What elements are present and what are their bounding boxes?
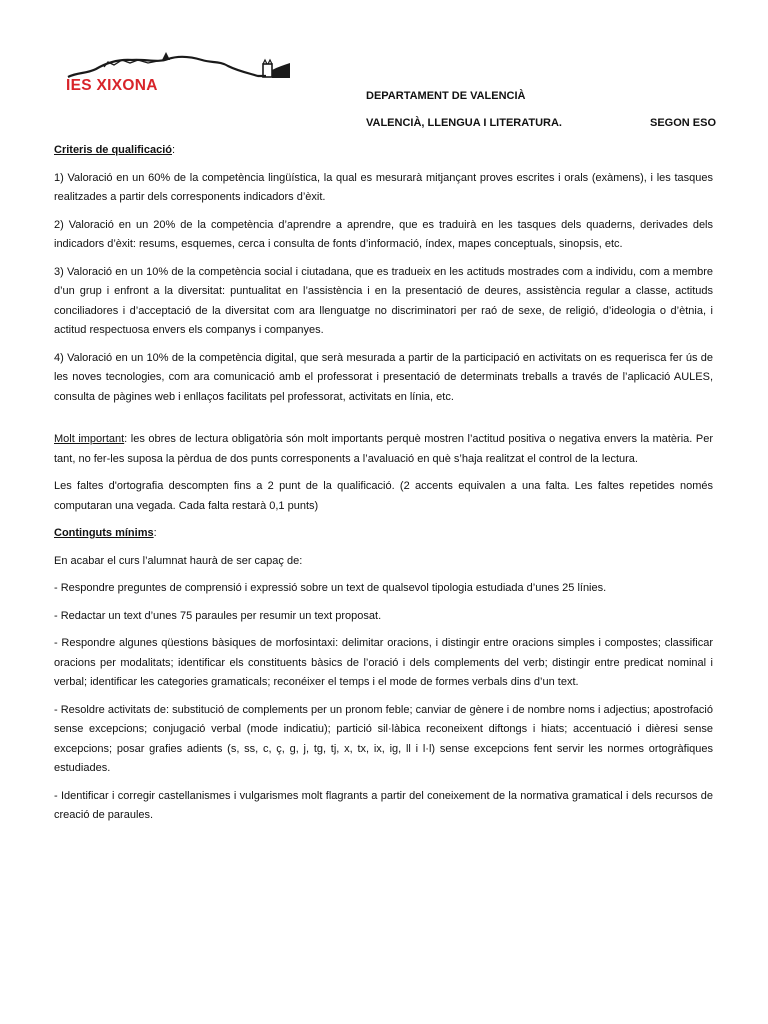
criteria-heading-text: Criteris de qualificació: [54, 144, 172, 156]
important-note: [54, 430, 713, 469]
logo-text: IES XIXONA: [66, 77, 158, 94]
minimum-item-4: - Resoldre activitats de: substitució de complements per un pronom feble; canviar de gènere i de nombre noms i adjectius; apostrofació sense excepcions; conjugació verbal (mode indicatiu); partició sil·làbica reconeixent diftongs i hiats; accentuació i dièresi sense excepcions; posar grafies adients (s, ss, c, ç, g, j, tg, tj, x, tx, ix, ig, ll i l·l) sense excepcions fent servir les normes ortogràfiques estudiades.: [54, 703, 713, 774]
important-label: Molt important: [54, 433, 125, 445]
minimum-item-2: - Redactar un text d’unes 75 paraules per resumir un text proposat.: [54, 609, 382, 622]
department-title: DEPARTAMENT DE VALENCIÀ: [366, 90, 526, 102]
minimum-item-3: - Respondre algunes qüestions bàsiques de morfosintaxi: delimitar oracions, i distingir entre oracions simples i compostes; classificar oracions per modalitats; identificar els constituents bàsics de l’oració i dels complements del verb; distingir entre predicat nominal i verbal; identificar les categories gramaticals; reconéixer el temps i el mode de formes verbals dins d’un text.: [54, 637, 713, 688]
minimum-item-1: - Respondre preguntes de comprensió i expressió sobre un text de qualsevol tipologia estudiada d’unes 25 línies.: [54, 582, 607, 594]
criteria-item-2: 2) Valoració en un 20% de la competència d’aprendre a aprendre, que es traduirà en les tasques dels quaderns, derivades dels indicadors d’èxit: resums, esquemes, cerca i consulta de fonts d’informació, índex, mapes conceptuals, sinopsis, etc.: [54, 218, 713, 250]
minimum-item-5: - Identificar i corregir castellanismes i vulgarismes molt flagrants a partir del coneixement de la normativa gramatical i dels recursos de creació de paraules.: [54, 789, 713, 821]
document-body: [54, 141, 713, 834]
minimum-intro: En acabar el curs l’alumnat haurà de ser capaç de:: [54, 554, 303, 567]
school-logo: [62, 50, 292, 94]
criteria-item-3: 3) Valoració en un 10% de la competència social i ciutadana, que es tradueix en les actituds mostrades com a individu, com a membre d’un grup i enfront a la diversitat: puntualitat en l’assistència i en la presentació de deures, assistència regular a classe, actituds conciliadores i d’acceptació de la diversitat com ara llenguatge no discriminatori per raó de sexe, de religió, d’ideologia o d’ètnia, i actitud respectuosa envers els companys i companyes.: [54, 265, 713, 336]
criteria-heading-suffix: :: [171, 144, 176, 156]
criteria-item-1: 1) Valoració en un 60% de la competència lingüística, la qual es mesurarà mitjançant proves escrites i orals (exàmens), i les tasques realitzades a partir dels corresponents indicadors d’èxit.: [54, 171, 713, 203]
subject-title: VALENCIÀ, LLENGUA I LITERATURA.: [366, 117, 562, 129]
spelling-note: Les faltes d'ortografia descompten fins a 2 punt de la qualificació. (2 accents equivalen a una falta. Les faltes repetides només computaran una vegada. Cada falta restarà 0,1 punts): [54, 480, 713, 512]
course-level: SEGON ESO: [650, 117, 717, 129]
important-text: : les obres de lectura obligatòria són molt importants perquè mostren l’actitud positiva o negativa envers la matèria. Per tant, no fer-les suposa la pèrdua de dos punts corresponents a l’avaluació en què s’haja realitzat el control de la lectura.: [54, 433, 713, 465]
criteria-heading: [54, 141, 713, 161]
minimum-heading-suffix: :: [153, 527, 157, 539]
minimum-heading: [54, 524, 713, 544]
criteria-item-4: 4) Valoració en un 10% de la competència digital, que serà mesurada a partir de la participació en activitats on es requerisca fer ús de les noves tecnologies, com ara comunicació amb el professorat i presentació de determinats treballs a través de l’aplicació AULES, consulta de pàgines web i enllaços facilitats pel professorat, activitats en línia, etc.: [54, 351, 713, 403]
minimum-heading-text: Continguts mínims: [54, 527, 154, 539]
